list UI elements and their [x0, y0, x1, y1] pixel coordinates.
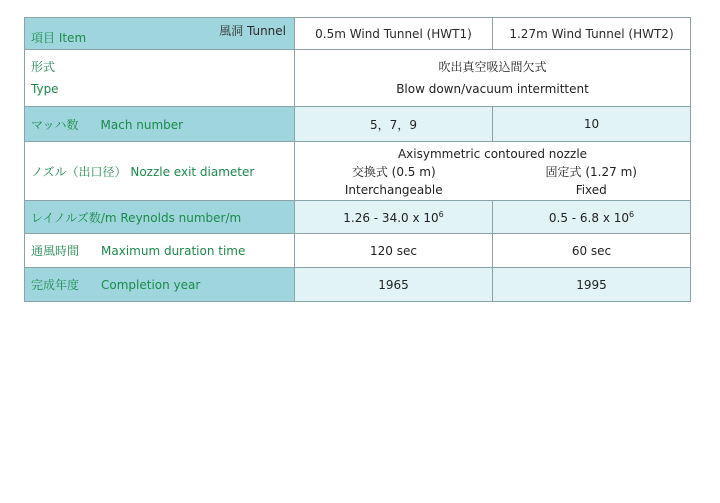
reynolds-row: [25, 201, 691, 234]
type-label-en: Type: [31, 82, 59, 96]
header-hwt1: 0.5m Wind Tunnel (HWT1): [295, 18, 493, 50]
header-diagonal-cell: [25, 18, 295, 50]
header-row: [25, 18, 691, 50]
type-row: [25, 50, 691, 107]
header-tunnel-label: 風洞 Tunnel: [219, 24, 286, 38]
header-hwt2: 1.27m Wind Tunnel (HWT2): [493, 18, 691, 50]
reynolds-label: レイノルズ数/m Reynolds number/m: [25, 201, 295, 234]
type-value-jp: 吹出真空吸込間欠式: [438, 60, 547, 74]
mach-hwt2: 10: [493, 107, 691, 142]
nozzle-value-cell: [295, 142, 691, 201]
duration-label-jp: 通風時間: [31, 244, 80, 258]
mach-row: [25, 107, 691, 142]
nozzle-hwt2-en: Fixed: [575, 182, 607, 197]
year-hwt2: 1995: [493, 268, 691, 302]
header-item-label: 項目 Item: [31, 31, 87, 45]
nozzle-hwt1-jp: 交換式 (0.5 m): [351, 164, 436, 179]
reynolds-hwt1: [295, 201, 493, 234]
reynolds-hwt2-base: 0.5 - 6.8 x 10: [548, 210, 630, 225]
year-label-en: Completion year: [101, 278, 201, 292]
duration-label-cell: [25, 234, 295, 268]
duration-hwt1: 120 sec: [295, 234, 493, 268]
wind-tunnel-spec-table: [24, 17, 691, 302]
mach-label-jp: マッハ数: [31, 117, 79, 132]
nozzle-split: [295, 163, 690, 199]
mach-label-cell: [25, 107, 295, 142]
nozzle-hwt2-jp: 固定式 (1.27 m): [545, 164, 637, 179]
reynolds-hwt2: [493, 201, 691, 234]
reynolds-hwt1-base: 1.26 - 34.0 x 10: [343, 210, 439, 225]
nozzle-hwt1: [295, 163, 493, 199]
mach-hwt1: 5，7，9: [295, 107, 493, 142]
nozzle-hwt1-en: Interchangeable: [344, 182, 443, 197]
type-label-cell: [25, 50, 295, 107]
nozzle-row: [25, 142, 691, 201]
reynolds-hwt2-exp: 6: [629, 209, 635, 219]
reynolds-hwt1-exp: 6: [438, 209, 444, 219]
year-row: [25, 268, 691, 302]
nozzle-hwt2: [493, 163, 691, 199]
mach-label-en: Mach number: [100, 117, 184, 132]
nozzle-shared: Axisymmetric contoured nozzle: [397, 146, 588, 161]
duration-row: [25, 234, 691, 268]
duration-hwt2: 60 sec: [493, 234, 691, 268]
nozzle-label-en: Nozzle exit diameter: [130, 164, 255, 179]
nozzle-label-cell: [25, 142, 295, 201]
spec-table-container: [24, 17, 690, 302]
year-hwt1: 1965: [295, 268, 493, 302]
type-value-en: Blow down/vacuum intermittent: [396, 82, 589, 96]
nozzle-label-jp: ノズル（出口径）: [31, 164, 127, 179]
year-label-jp: 完成年度: [31, 278, 80, 292]
duration-label-en: Maximum duration time: [101, 244, 246, 258]
year-label-cell: [25, 268, 295, 302]
type-label-jp: 形式: [31, 60, 56, 74]
type-value-cell: [295, 50, 691, 107]
